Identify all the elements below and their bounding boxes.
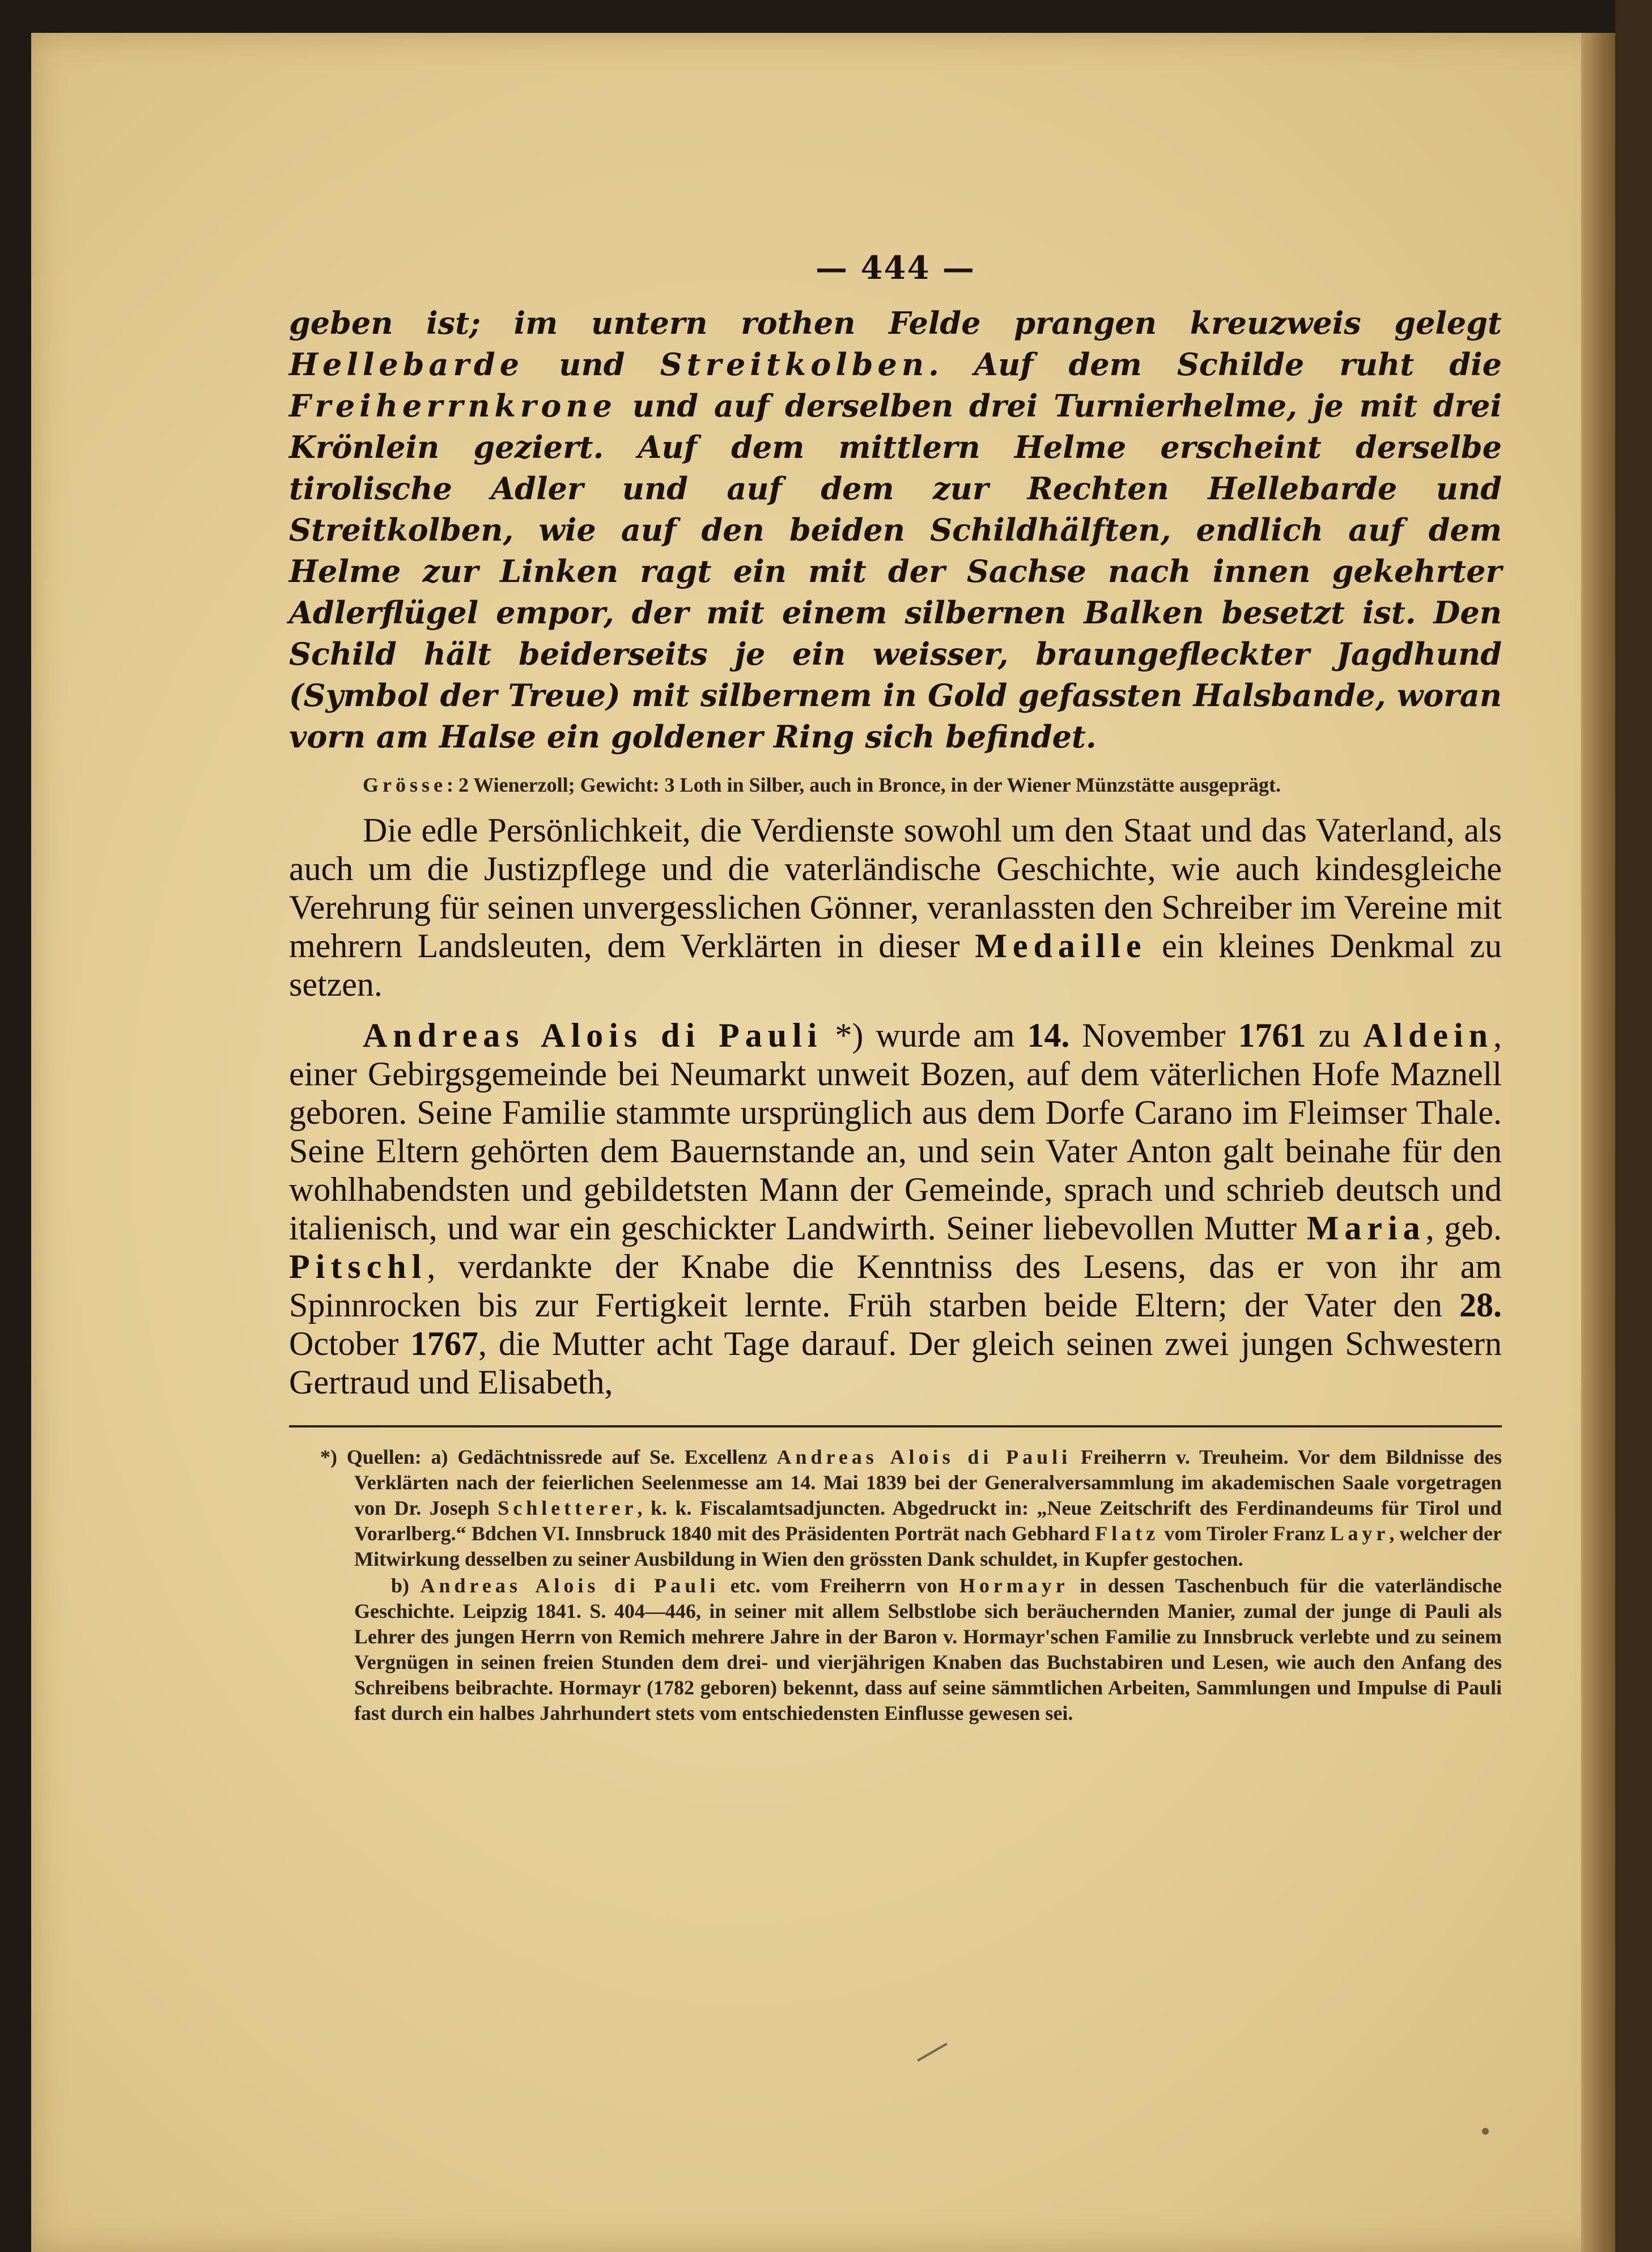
spaced-term: Grösse — [363, 774, 447, 796]
text-run: , verdankte der Knabe die Kenntniss des Lesens, das er von ihr am Spinnrocken bis zur Fertigkeit lernte. Früh starben beide Eltern; der Vater den — [289, 1248, 1502, 1324]
page-number: — 444 — — [816, 249, 975, 287]
paragraph-biography — [289, 1016, 1502, 1401]
date-number: 1761 — [1238, 1017, 1306, 1054]
scan-edge — [1615, 0, 1652, 2252]
footnote-divider — [289, 1425, 1502, 1427]
text-run: zu — [1306, 1017, 1363, 1054]
coat-of-arms-description — [289, 303, 1502, 758]
paragraph-medal-dedication — [289, 811, 1502, 1004]
text-run: Die edle Persönlichkeit, die Verdienste sowohl um den Staat und das Vaterland, als auch um die Justizpflege und die vaterländische Geschichte, wie auch kindesgleiche Verehrung für seinen unvergesslichen Gönner, veranlassten den Schreiber im Vereine mit mehrern Landsleuten, dem Verklärten in dieser — [289, 811, 1502, 964]
text-run: , welcher der Mitwirkung desselben zu seiner Ausbildung in Wien den grössten Dank schuldet, in Kupfer gestochen. — [354, 1522, 1502, 1570]
text-run: in dessen Taschenbuch für die vaterländische Geschichte. Leipzig 1841. S. 404—446, in seiner mit allem Selbstlobe sich beräuchernden Manier, zumal der junge di Pauli als Lehrer des jungen Herrn von Remich mehrere Jahre in der Baron v. Hormayr'schen Familie zu Innsbruck verlebte und zu seinem Vergnügen in seinen freien Stunden dem drei- und vierjährigen Knaben das Buchstabiren und Lesen, wie auch den Anfang des Schreibens beibrachte. Hormayr (1782 geboren) bekennt, dass auf seine sämmtlichen Arbeiten, Sammlungen und Impulse di Pauli fast durch ein halbes Jahrhundert stets vom entschiedensten Einflusse gewesen sei. — [354, 1574, 1502, 1724]
spaced-name: Maria — [1306, 1209, 1426, 1247]
text-run: b) — [391, 1574, 421, 1597]
spaced-name: Schletterer — [498, 1497, 638, 1519]
text-run: October — [289, 1325, 411, 1362]
spaced-term: Streitkolben — [660, 346, 929, 383]
spaced-name: Flatz — [1095, 1522, 1160, 1545]
text-run: , geb. — [1425, 1209, 1502, 1247]
footnote-b — [289, 1573, 1502, 1726]
spaced-term: Freiherrnkrone — [289, 388, 617, 424]
spaced-term: Medaille — [975, 927, 1147, 964]
text-run: *) wurde am — [822, 1017, 1027, 1054]
spaced-name: Andreas Alois di Pauli — [363, 1017, 823, 1054]
text-run: Freiherrn v. Treuheim. Vor dem Bildnisse des Verklärten nach der feierlichen Seelenmesse am 14. Mai 1839 bei der Generalversammlung im akademischen Saale vorgetragen von Dr. Joseph — [354, 1446, 1502, 1519]
text-run: . Auf dem Schilde ruht die — [928, 346, 1502, 383]
text-run: : 2 Wienerzoll; Gewicht: 3 Loth in Silber, auch in Bronce, in der Wiener Münzstätte ausgeprägt. — [446, 774, 1281, 796]
text-run: geben ist; im untern rothen Felde prangen kreuzweis gelegt — [289, 305, 1502, 341]
text-run: etc. vom Freiherrn von — [719, 1574, 959, 1597]
text-run: vom Tiroler Franz — [1159, 1522, 1331, 1545]
footnote-a — [289, 1444, 1502, 1572]
date-number: 1767 — [410, 1325, 479, 1362]
spaced-term: Hellebarde — [289, 346, 524, 383]
text-run: , einer Gebirgsgemeinde bei Neumarkt unweit Bozen, auf dem väterlichen Hofe Maznell geboren. Seine Familie stammte ursprünglich aus dem Dorfe Carano im Fleimser Thale. Seine Eltern gehörten dem Bauernstande an, und sein Vater Anton galt beinahe für den wohlhabendsten und gebildetsten Mann der Gemeinde, sprach und schrieb deutsch und italienisch, und war ein geschickter Landwirth. Seiner liebevollen Mutter — [289, 1017, 1502, 1247]
page-content — [289, 249, 1502, 1726]
spaced-name: Hormayr — [959, 1574, 1069, 1597]
spaced-name: Andreas Alois di Pauli — [776, 1446, 1072, 1468]
ink-dot — [1482, 2128, 1489, 2135]
text-run: , die Mutter acht Tage darauf. Der gleich seinen zwei jungen Schwestern Gertraud und Elisabeth, — [289, 1325, 1502, 1401]
spaced-name: Aldein — [1362, 1017, 1493, 1054]
text-run: und auf derselben drei Turnierhelme, je mit drei Krönlein geziert. Auf dem mittlern Helme erscheint derselbe tirolische Adler und auf dem zur Rechten Hellebarde und Streitkolben, wie auf den beiden Schildhälften, endlich auf dem Helme zur Linken ragt ein mit der Sachse nach innen gekehrter Adlerflügel empor, der mit einem silbernen Balken besetzt ist. Den Schild hält beiderseits je ein weisser, braungefleckter Jagdhund (Symbol der Treue) mit silbernem in Gold gefassten Halsbande, woran vorn am Halse ein goldener Ring sich befindet. — [289, 388, 1502, 755]
spaced-name: Pitschl — [289, 1248, 427, 1285]
spaced-name: Andreas Alois di Pauli — [420, 1574, 720, 1597]
text-run: und — [524, 346, 660, 383]
date-number: 28. — [1459, 1286, 1502, 1324]
text-run: ein kleines Denkmal zu setzen. — [289, 927, 1502, 1003]
spaced-name: Layr — [1330, 1522, 1390, 1545]
medal-size-note — [289, 771, 1502, 798]
text-run: *) Quellen: a) Gedächtnissrede auf Se. Excellenz — [320, 1446, 777, 1468]
date-number: 14. — [1027, 1017, 1070, 1054]
text-run: , k. k. Fiscalamtsadjuncten. Abgedruckt in: „Neue Zeitschrift des Ferdinandeums für Tirol und Vorarlberg.“ Bdchen VI. Innsbruck 1840 mit des Präsidenten Porträt nach Gebhard — [354, 1497, 1502, 1545]
text-run: November — [1069, 1017, 1238, 1054]
